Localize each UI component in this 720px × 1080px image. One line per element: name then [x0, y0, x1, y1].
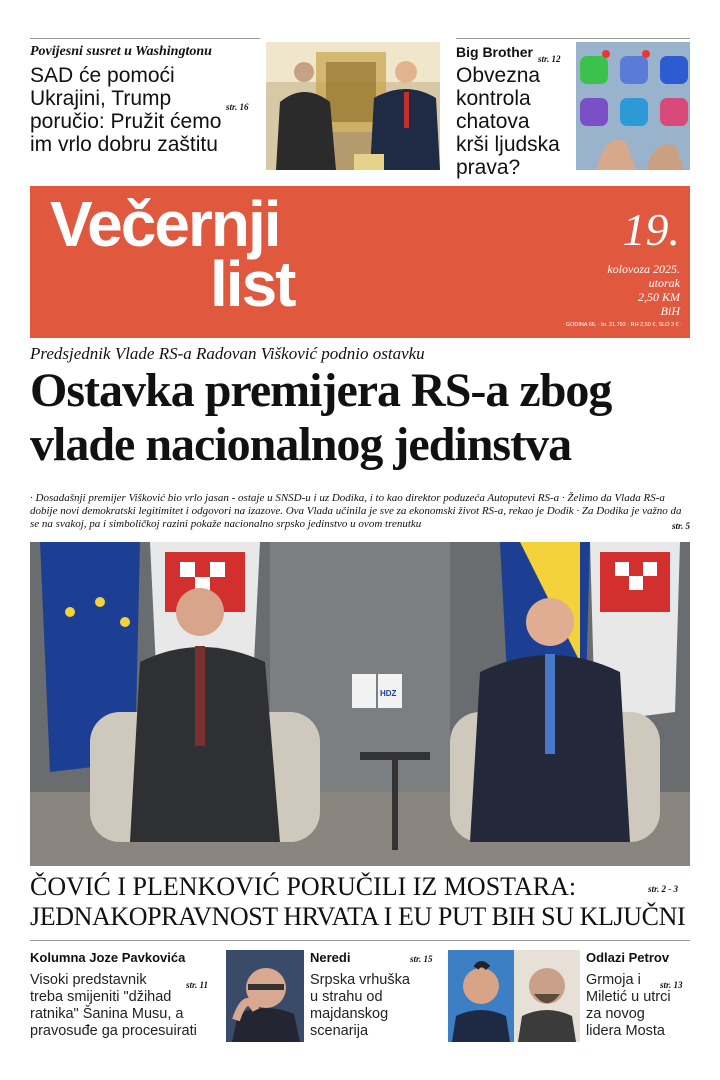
- issue-country: BiH: [660, 304, 680, 318]
- headline-line: poručio: Pružit ćemo: [30, 110, 222, 133]
- two-politicians-portrait-icon: [448, 950, 580, 1042]
- lead-headline[interactable]: [30, 364, 695, 472]
- logo-line: list: [210, 248, 295, 320]
- issue-date: kolovoza 2025.: [607, 262, 680, 276]
- main-photo[interactable]: [30, 542, 690, 866]
- bottom-3-kicker: Odlazi Petrov: [586, 950, 670, 965]
- top-left-photo[interactable]: [266, 42, 440, 170]
- bottom-1-headline[interactable]: [30, 972, 220, 1040]
- headline-line: SAD će pomoći: [30, 64, 175, 87]
- bottom-2-headline[interactable]: [310, 972, 440, 1040]
- headline-line: Grmoja i: [586, 972, 641, 988]
- headline-line: Obvezna: [456, 64, 541, 87]
- issue-day: 19.: [622, 204, 680, 255]
- headline-line: im vrlo dobru zaštitu: [30, 133, 218, 156]
- headline-line: ratnika" Šanina Musu, a: [30, 1006, 184, 1022]
- headline-line: JEDNAKOPRAVNOST HRVATA I EU PUT BIH SU KLJUČNI: [30, 902, 686, 931]
- bottom-2-page-ref: str. 15: [410, 954, 433, 964]
- issue-weekday: utorak: [648, 276, 680, 290]
- headline-line: chatova: [456, 110, 530, 133]
- bottom-3-photo[interactable]: [448, 950, 580, 1042]
- photo-story-headline[interactable]: [30, 872, 690, 932]
- issue-meta: [607, 262, 680, 318]
- issue-fineprint: · GODINA 66. · br. 21.792 · RH 2,50 €, SLO 3 € ·: [562, 322, 682, 328]
- logo-line: Večernji: [50, 188, 280, 260]
- lead-summary-text: · Dosadašnji premijer Višković bio vrlo jasan - ostaje u SNSD-u i uz Dodika, i to kao direktor poduzeća Autoputevi RS-a · Želimo da Vlada RS-a dobije novi demokratski legitimitet i odgovori na izazove. Ova Vlada učinila je sve za ekonomski život RS-a, rekao je Dodik · Za Dodika je važno da se na svakoj, pa i simboličkoj razini pokaže nacionalno srpsko jedinstvo u ovom trenutku: [30, 492, 682, 530]
- headline-line: u strahu od: [310, 989, 383, 1005]
- top-right-kicker: Big Brother: [456, 44, 533, 60]
- bottom-rule: [30, 940, 690, 941]
- bottom-2-kicker: Neredi: [310, 950, 351, 965]
- top-rule-right: [456, 38, 690, 39]
- messaging-apps-photo-icon: [576, 42, 690, 170]
- photo-story-page-ref: str. 2 - 3: [648, 884, 679, 894]
- top-right-page-ref: str. 12: [538, 54, 561, 64]
- mini-flag-label: HDZ: [380, 689, 397, 698]
- masthead-logo: [50, 188, 295, 320]
- headline-line: ČOVIĆ I PLENKOVIĆ PORUČILI IZ MOSTARA:: [30, 872, 577, 901]
- headline-line: vlade nacionalnog jedinstva: [30, 418, 572, 471]
- top-right-headline[interactable]: [456, 64, 574, 179]
- bottom-3-page-ref: str. 13: [660, 980, 683, 990]
- oval-office-photo-icon: [266, 42, 440, 170]
- lead-page-ref: str. 5: [671, 521, 690, 531]
- bottom-1-photo[interactable]: [226, 950, 304, 1042]
- headline-line: Ukrajini, Trump: [30, 87, 172, 110]
- headline-line: prava?: [456, 156, 521, 179]
- lead-kicker: Predsjednik Vlade RS-a Radovan Višković podnio ostavku: [30, 344, 425, 363]
- leaders-meeting-photo-icon: [30, 542, 690, 866]
- top-rule-left: [30, 38, 260, 39]
- top-right-photo[interactable]: [576, 42, 690, 170]
- headline-line: Ostavka premijera RS-a zbog: [30, 364, 612, 417]
- headline-line: treba smijeniti "džihad: [30, 989, 172, 1005]
- issue-price: 2,50 KM: [638, 290, 680, 304]
- top-left-kicker: Povijesni susret u Washingtonu: [30, 44, 212, 59]
- bottom-3-headline[interactable]: [586, 972, 696, 1040]
- headline-line: krši ljudska: [456, 133, 560, 156]
- headline-line: majdanskog: [310, 1006, 389, 1022]
- headline-line: pravosuđe ga procesuirati: [30, 1023, 197, 1039]
- headline-line: Miletić u utrci: [586, 989, 671, 1005]
- headline-line: scenarija: [310, 1023, 369, 1039]
- headline-line: Srpska vrhuška: [310, 972, 410, 988]
- headline-line: lidera Mosta: [586, 1023, 665, 1039]
- headline-line: kontrola: [456, 87, 531, 110]
- top-left-page-ref: str. 16: [226, 102, 249, 112]
- headline-line: za novog: [586, 1006, 645, 1022]
- masthead[interactable]: [30, 186, 690, 338]
- headline-line: Visoki predstavnik: [30, 972, 147, 988]
- bottom-1-page-ref: str. 11: [186, 980, 209, 990]
- lead-summary: [30, 492, 690, 533]
- bottom-1-kicker: Kolumna Joze Pavkovića: [30, 950, 186, 965]
- politician-portrait-icon: [226, 950, 304, 1042]
